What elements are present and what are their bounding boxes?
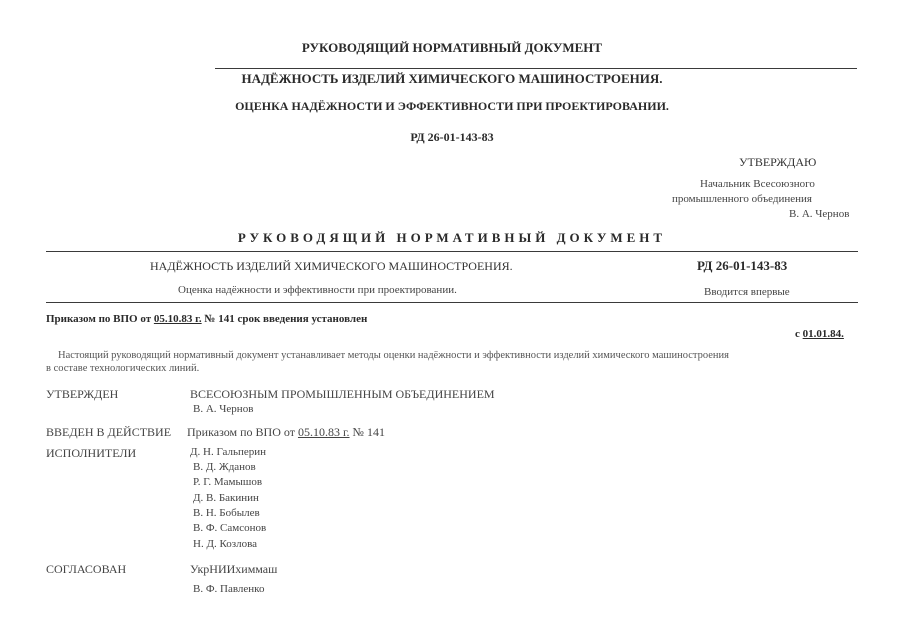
enacted-date: 05.10.83 г. (297, 425, 350, 439)
agreed-label: СОГЛАСОВАН (46, 562, 127, 576)
agreed-name: В. Ф. Павленко (193, 583, 265, 595)
order-suffix: № 141 срок введения установлен (201, 313, 368, 325)
order-prefix: Приказом по ВПО от (46, 313, 154, 325)
titleblock-intro-note: Вводится впервые (704, 286, 790, 298)
enacted-suffix: № 141 (349, 425, 385, 439)
titleblock-top-rule (46, 251, 858, 252)
approved-name: В. А. Чернов (193, 403, 254, 415)
titleblock-heading: РУКОВОДЯЩИЙ НОРМАТИВНЫЙ ДОКУМЕНТ (237, 230, 667, 245)
approved-org: ВСЕСОЮЗНЫМ ПРОМЫШЛЕННЫМ ОБЪЕДИНЕНИЕМ (190, 387, 495, 401)
agreed-org: УкрНИИхиммаш (190, 562, 278, 576)
approval-name: В. А. Чернов (789, 208, 850, 220)
body-line-1: Настоящий руководящий нормативный документ устанавливает методы оценки надёжности и эффективности изделий химического машиностроения (58, 350, 729, 361)
titleblock-subtitle: Оценка надёжности и эффективности при проектировании. (178, 284, 457, 296)
approval-position-line1: Начальник Всесоюзного (700, 178, 815, 190)
doc-code: РД 26-01-143-83 (410, 130, 494, 144)
executor-name: Д. В. Бакинин (193, 492, 259, 504)
approval-word: УТВЕРЖДАЮ (739, 155, 817, 169)
executor-name: В. Н. Бобылев (193, 507, 260, 519)
titleblock-bottom-rule (46, 302, 858, 303)
body-line-2: в составе технологических линий. (46, 363, 200, 374)
doc-subtitle: ОЦЕНКА НАДЁЖНОСТИ И ЭФФЕКТИВНОСТИ ПРИ ПРОЕКТИРОВАНИИ. (235, 99, 669, 113)
executor-name: В. Д. Жданов (193, 461, 256, 473)
approval-position-line2: промышленного объединения (672, 193, 812, 205)
executor-name: Д. Н. Гальперин (190, 446, 267, 458)
doc-title: НАДЁЖНОСТЬ ИЗДЕЛИЙ ХИМИЧЕСКОГО МАШИНОСТРОЕНИЯ. (241, 71, 663, 86)
order-statement (46, 313, 367, 325)
titleblock-title: НАДЁЖНОСТЬ ИЗДЕЛИЙ ХИМИЧЕСКОГО МАШИНОСТРОЕНИЯ. (150, 259, 513, 273)
approved-label: УТВЕРЖДЕН (46, 387, 119, 401)
executor-name: Н. Д. Козлова (193, 538, 258, 550)
enacted-label: ВВЕДЕН В ДЕЙСТВИЕ (46, 425, 172, 439)
executors-label: ИСПОЛНИТЕЛИ (46, 446, 137, 460)
doc-type-heading: РУКОВОДЯЩИЙ НОРМАТИВНЫЙ ДОКУМЕНТ (301, 40, 603, 55)
executor-name: В. Ф. Самсонов (193, 522, 267, 534)
header-top-rule (215, 68, 857, 69)
effective-prefix: с (795, 328, 803, 340)
effective-date: 01.01.84. (802, 328, 844, 340)
order-date: 05.10.83 г. (153, 313, 202, 325)
enacted-prefix: Приказом по ВПО от (187, 425, 298, 439)
enacted-value (187, 425, 385, 440)
executor-name: Р. Г. Мамышов (193, 476, 263, 488)
titleblock-code: РД 26-01-143-83 (697, 258, 788, 273)
effective-date-line (795, 328, 844, 340)
